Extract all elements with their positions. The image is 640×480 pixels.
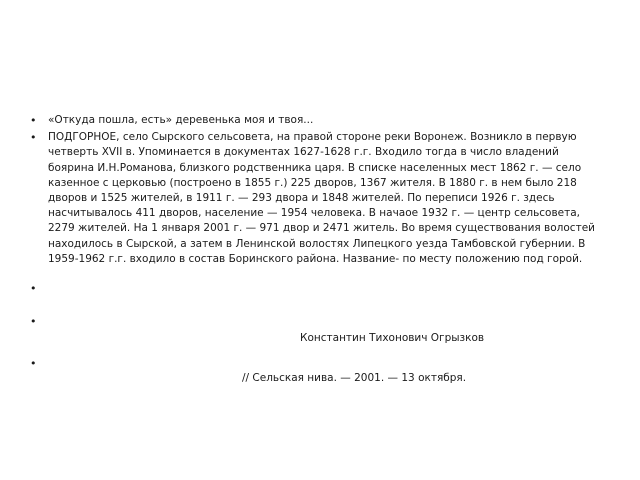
bullet-icon: • xyxy=(30,131,37,145)
bullet-icon: • xyxy=(30,114,37,127)
author-name: Константин Тихонович Огрызков xyxy=(300,332,485,345)
list-item-source xyxy=(28,356,608,386)
body-text: ПОДГОРНОЕ, село Сырского сельсовета, на правой стороне реки Воронеж. Возникло в первую четверть XVII в. Упоминается в документах 1627-1628 г.г. Входило тогда в число владений боярина И.Н.Романова, близкого родственника царя. В списке населенных мест 1862 г. — село казенное с церковью (построено в 1855 г.) 225 дворов, 1367 жителя. В 1880 г. в нем было 218 дворов и 1525 жителей, в 1911 г. — 293 двора и 1848 жителей. По переписи 1926 г. здесь насчитывалось 411 дворов, население — 1954 человека. В начаое 1932 г. — центр сельсовета, 2279 жителей. На 1 января 2001 г. — 971 двор и 2471 житель. Во время существования волостей находилось в Сырской, а затем в Ленинской волостях Липецкого уезда Тамбовской губернии. В 1959-1962 г.г. входило в состав Боринского района. Название- по месту положению под горой. xyxy=(48,131,595,265)
list-item-title xyxy=(28,113,608,128)
bullet-icon: • xyxy=(30,357,37,371)
source-citation: // Сельская нива. — 2001. — 13 октября. xyxy=(242,372,467,385)
bullet-list xyxy=(28,113,608,386)
list-item-body xyxy=(28,130,608,267)
bullet-icon: • xyxy=(30,315,37,329)
list-item-author xyxy=(28,314,608,350)
title-text: «Откуда пошла, есть» деревенька моя и твоя... xyxy=(48,114,314,126)
bullet-icon: • xyxy=(30,282,37,296)
list-item-empty xyxy=(28,281,608,296)
